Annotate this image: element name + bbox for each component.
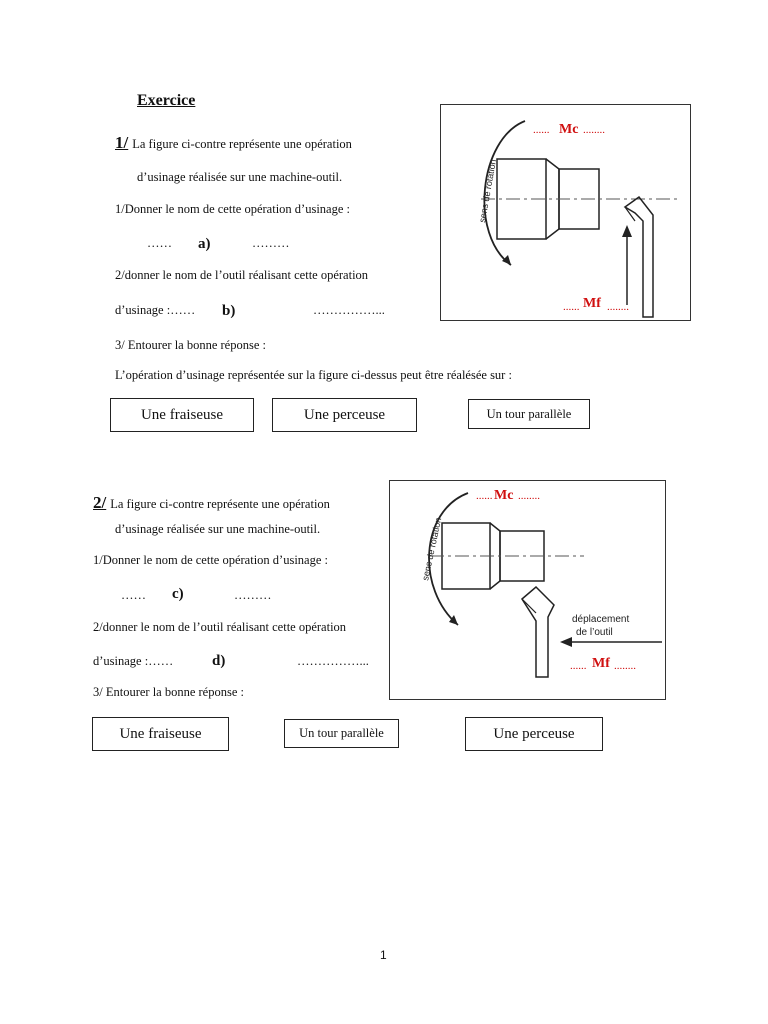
ex2-question-2-cont: d’usinage :…… xyxy=(93,654,174,668)
ex1-option-fraiseuse[interactable]: Une fraiseuse xyxy=(110,398,254,432)
ex1-answer-b-label: b) xyxy=(222,303,236,319)
ex1-mf-dashes-left: ...... xyxy=(563,301,580,313)
ex1-answer-a-label: a) xyxy=(198,236,211,252)
ex2-intro-line1 xyxy=(93,493,330,513)
ex2-mc-dashes-left: ...... xyxy=(476,490,493,502)
ex2-number: 2/ xyxy=(93,493,107,512)
ex1-answer-a-dots-left: …… xyxy=(147,236,172,250)
ex1-rotation-label: sens de rotation xyxy=(477,158,499,224)
ex1-mf-label: Mf xyxy=(583,296,601,311)
ex2-displacement-label-2: de l’outil xyxy=(576,627,613,638)
ex2-displacement-label-1: déplacement xyxy=(572,614,630,625)
ex2-intro-line2: d’usinage réalisée sur une machine-outil. xyxy=(115,522,321,536)
ex1-question-2-cont: d’usinage :…… xyxy=(115,303,196,317)
ex1-option-tour-parallele[interactable]: Un tour parallèle xyxy=(468,399,590,429)
ex2-mf-dashes-right: ........ xyxy=(614,660,636,672)
ex2-mf-dashes-left: ...... xyxy=(570,660,587,672)
ex2-answer-c-label: c) xyxy=(172,586,184,602)
ex2-rotation-label: sens de rotation xyxy=(420,516,444,582)
page-number: 1 xyxy=(380,948,387,962)
ex2-question-2: 2/donner le nom de l’outil réalisant cette opération xyxy=(93,620,347,634)
ex2-mc-dashes-right: ........ xyxy=(518,490,540,502)
ex1-number: 1/ xyxy=(115,133,129,152)
ex1-answer-a-dots-right: ……… xyxy=(252,236,290,250)
ex2-option-tour-parallele[interactable]: Un tour parallèle xyxy=(284,719,399,748)
ex2-mf-label: Mf xyxy=(592,656,610,671)
exercise-title: Exercice xyxy=(137,92,196,109)
ex2-turning-figure xyxy=(389,480,666,700)
ex1-option-perceuse[interactable]: Une perceuse xyxy=(272,398,417,432)
ex1-mc-dashes-left: ...... xyxy=(533,124,550,136)
ex2-intro-text: La figure ci-contre représente une opération xyxy=(110,497,330,511)
ex1-mc-dashes-right: ........ xyxy=(583,124,605,136)
ex2-option-fraiseuse[interactable]: Une fraiseuse xyxy=(92,717,229,751)
ex1-answer-b-dots: ……………... xyxy=(313,303,385,317)
ex2-answer-c-dots-left: …… xyxy=(121,588,146,602)
ex1-intro-text: La figure ci-contre représente une opération xyxy=(132,137,352,151)
ex2-mc-label: Mc xyxy=(494,488,514,503)
ex2-question-1: 1/Donner le nom de cette opération d’usinage : xyxy=(93,553,328,567)
ex2-option-perceuse[interactable]: Une perceuse xyxy=(465,717,603,751)
ex1-intro-line2: d’usinage réalisée sur une machine-outil. xyxy=(137,170,343,184)
ex1-question-3: 3/ Entourer la bonne réponse : xyxy=(115,338,266,352)
ex2-answer-d-label: d) xyxy=(212,653,226,669)
ex1-turning-figure xyxy=(440,104,691,321)
ex1-intro-line1 xyxy=(115,133,352,153)
ex1-mc-label: Mc xyxy=(559,122,579,137)
ex2-question-3: 3/ Entourer la bonne réponse : xyxy=(93,685,244,699)
ex1-question-3-detail: L’opération d’usinage représentée sur la figure ci-dessus peut être réalésée sur : xyxy=(115,368,512,382)
ex1-question-2: 2/donner le nom de l’outil réalisant cette opération xyxy=(115,268,369,282)
ex2-answer-c-dots-right: ……… xyxy=(234,588,272,602)
ex2-answer-d-dots: ……………... xyxy=(297,654,369,668)
ex1-question-1: 1/Donner le nom de cette opération d’usinage : xyxy=(115,202,350,216)
ex1-mf-dashes-right: ........ xyxy=(607,301,629,313)
